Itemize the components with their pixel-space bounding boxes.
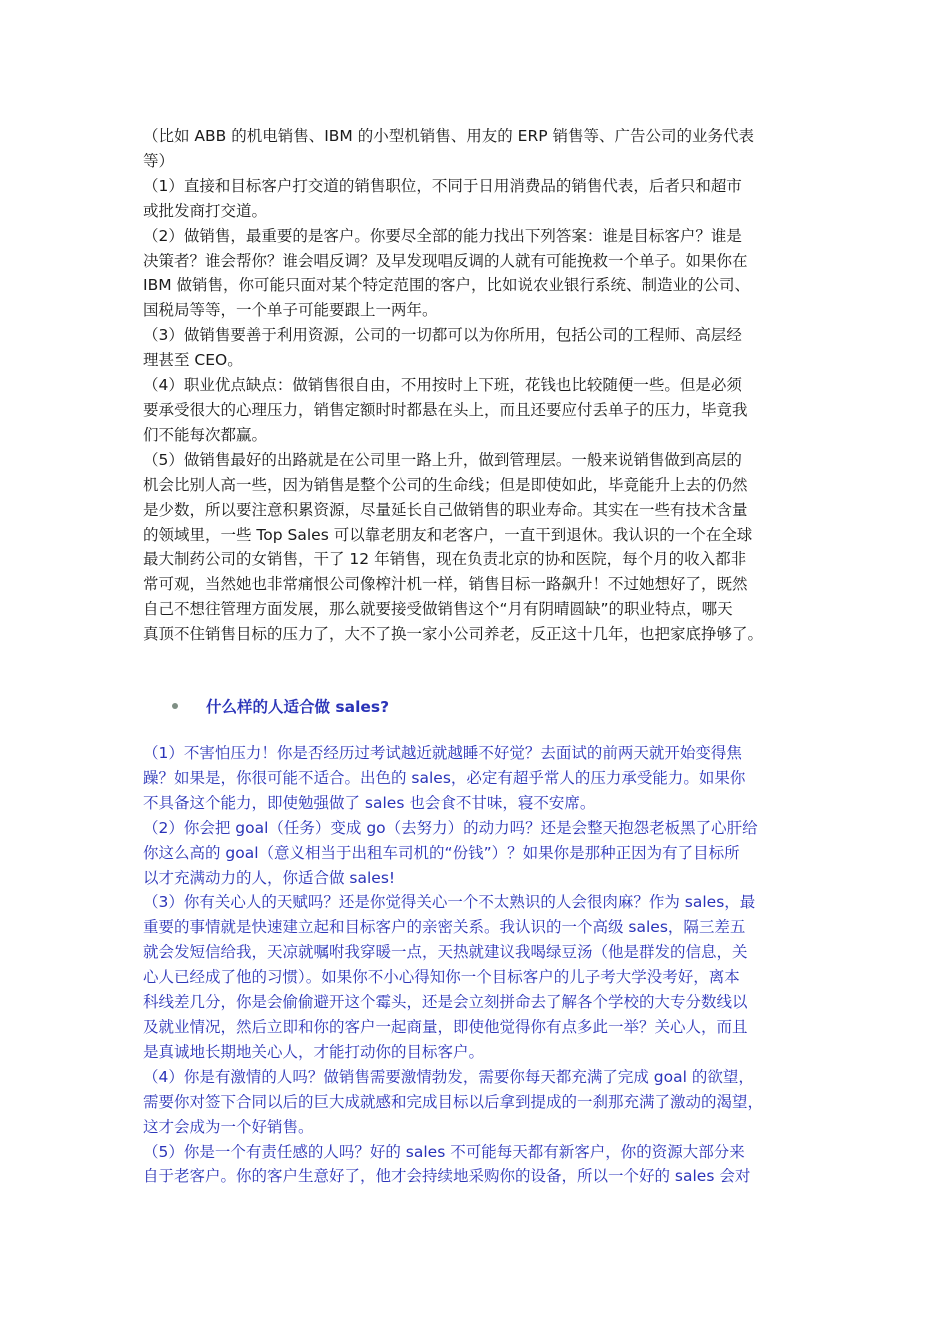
text-line: （5）你是一个有责任感的人吗？好的 sales 不可能每天都有新客户，你的资源大部分来 [143,1142,745,1161]
text-line: （2）你会把 goal（任务）变成 go（去努力）的动力吗？还是会整天抱怨老板黑了心肝给 [143,818,758,837]
text-line: 就会发短信给我，天凉就嘱咐我穿暖一点，天热就建议我喝绿豆汤（他是群发的信息，关 [143,943,748,962]
text-line: 自于老客户。你的客户生意好了，他才会持续地采购你的设备，所以一个好的 sales 会对 [143,1167,751,1186]
text-line: 机会比别人高一些，因为销售是整个公司的生命线；但是即使如此，毕竟能升上去的仍然 [143,475,748,494]
text-line: 科线差几分，你是会偷偷避开这个霉头，还是会立刻拼命去了解各个学校的大专分数线以 [143,993,748,1012]
text-line: 决策者？谁会帮你？谁会唱反调？及早发现唱反调的人就有可能挽救一个单子。如果你在 [143,251,748,270]
text-line: 的领域里，一些 Top Sales 可以靠老朋友和老客户，一直干到退休。我认识的一个在全球 [143,525,753,544]
text-line: 以才充满动力的人，你适合做 sales! [143,868,396,887]
text-line: （3）你有关心人的天赋吗？还是你觉得关心一个不太熟识的人会很肉麻？作为 sales，最 [143,893,756,912]
text-line: 们不能每次都赢。 [143,425,268,444]
text-line: 重要的事情就是快速建立起和目标客户的亲密关系。我认识的一个高级 sales，隔三差五 [143,918,746,937]
text-line: （3）做销售要善于利用资源，公司的一切都可以为你所用，包括公司的工程师、高层经 [143,326,742,345]
text-line: （5）做销售最好的出路就是在公司里一路上升，做到管理层。一般来说销售做到高层的 [143,450,742,469]
text-line: （1）直接和目标客户打交道的销售职位，不同于日用消费品的销售代表，后者只和超市 [143,176,742,195]
bullet-heading-row [172,692,389,720]
text-line: （1）不害怕压力！你是否经历过考试越近就越睡不好觉？去面试的前两天就开始变得焦 [143,744,742,762]
section-heading: 什么样的人适合做 sales? [206,698,390,716]
text-line: 躁？如果是，你很可能不适合。出色的 sales，必定有超乎常人的压力承受能力。如果你 [143,768,746,787]
text-line: 及就业情况，然后立即和你的客户一起商量，即使他觉得你有点多此一举？关心人，而且 [143,1017,748,1036]
bullet-dot-icon [172,703,178,709]
text-line: 心人已经成了他的习惯）。如果你不小心得知你一个目标客户的儿子考大学没考好，离本 [143,968,740,987]
text-line: 这才会成为一个好销售。 [143,1117,314,1136]
text-line: （比如 ABB 的机电销售、IBM 的小型机销售、用友的 ERP 销售等、广告公司的业务代表 [143,127,754,145]
text-line: 国税局等等，一个单子可能要跟上一两年。 [143,301,438,320]
text-line: 要承受很大的心理压力，销售定额时时都悬在头上，而且还要应付丢单子的压力，毕竟我 [143,400,748,419]
text-line: 真顶不住销售目标的压力了，大不了换一家小公司养老，反正这十几年，也把家底挣够了。 [143,625,764,644]
text-line: （4）职业优点缺点：做销售很自由，不用按时上下班，花钱也比较随便一些。但是必须 [143,376,742,395]
text-line: 最大制药公司的女销售，干了 12 年销售，现在负责北京的协和医院，每个月的收入都非 [143,550,747,569]
suitability-criteria [143,741,808,1189]
text-line: 是真诚地长期地关心人，才能打动你的目标客户。 [143,1042,485,1061]
text-line: 是少数，所以要注意积累资源，尽量延长自己做销售的职业寿命。其实在一些有技术含量 [143,500,748,519]
text-line: IBM 做销售，你可能只面对某个特定范围的客户，比如说农业银行系统、制造业的公司、 [143,276,751,295]
text-line: 需要你对签下合同以后的巨大成就感和完成目标以后拿到提成的一刹那充满了激动的渴望， [143,1092,764,1111]
text-line: 不具备这个能力，即使勉强做了 sales 也会食不甘味，寝不安席。 [143,793,596,812]
text-line: 常可观，当然她也非常痛恨公司像榨汁机一样，销售目标一路飙升！不过她想好了，既然 [143,575,748,594]
text-line: （4）你是有激情的人吗？做销售需要激情勃发，需要你每天都充满了完成 goal 的欲望， [143,1067,754,1086]
sales-role-description [143,124,808,647]
text-line: 等） [143,151,175,170]
text-line: 你这么高的 goal（意义相当于出租车司机的“份钱”）？如果你是那种正因为有了目标所 [143,843,740,862]
text-line: （2）做销售，最重要的是客户。你要尽全部的能力找出下列答案：谁是目标客户？谁是 [143,226,742,245]
text-line: 理甚至 CEO。 [143,351,243,370]
text-line: 自己不想往管理方面发展，那么就要接受做销售这个“月有阴晴圆缺”的职业特点，哪天 [143,600,733,619]
text-line: 或批发商打交道。 [143,201,268,220]
